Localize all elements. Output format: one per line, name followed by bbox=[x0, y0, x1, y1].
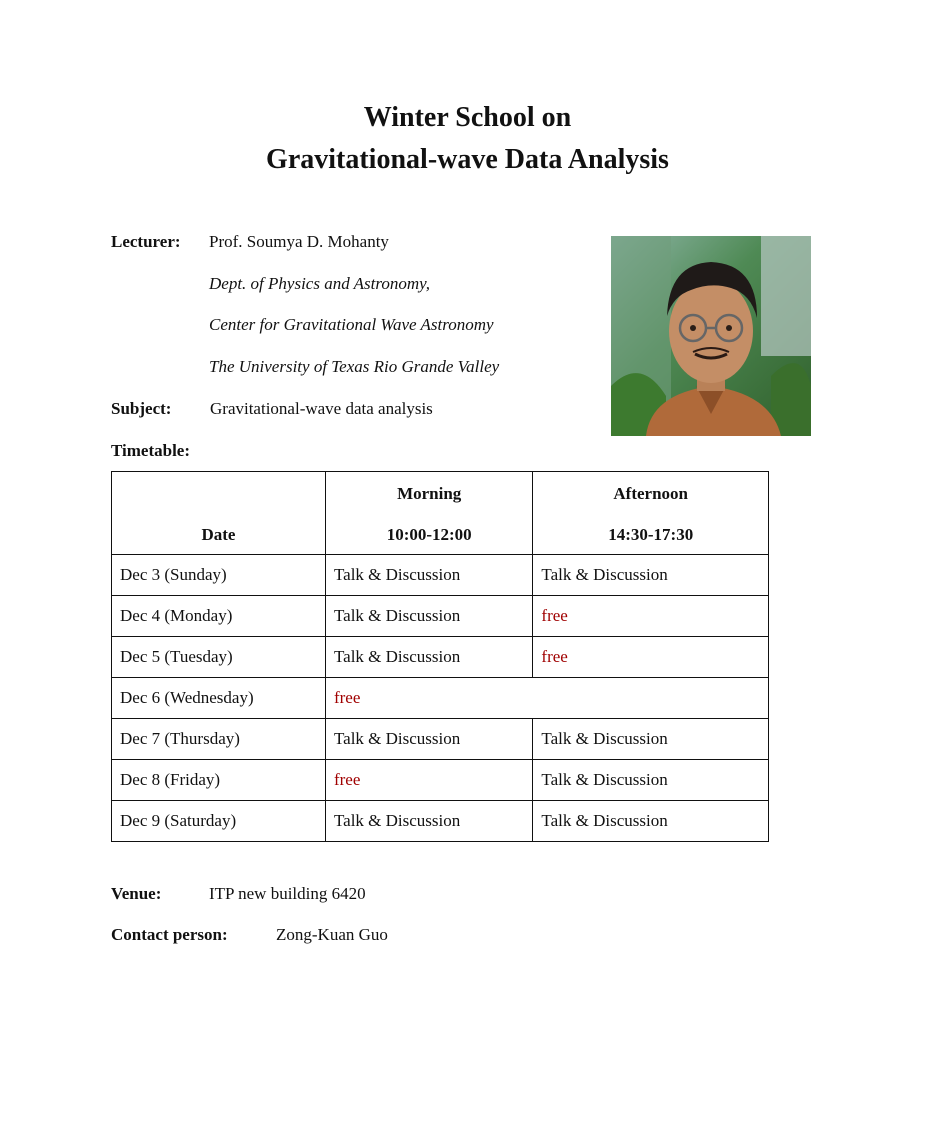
row-morning: Talk & Discussion bbox=[325, 596, 532, 637]
lecturer-affiliation-2: Center for Gravitational Wave Astronomy bbox=[209, 315, 494, 334]
contact-value: Zong-Kuan Guo bbox=[276, 925, 388, 944]
row-afternoon: Talk & Discussion bbox=[533, 555, 769, 596]
row-date: Dec 5 (Tuesday) bbox=[112, 637, 326, 678]
title-line-2: Gravitational-wave Data Analysis bbox=[266, 144, 669, 175]
row-afternoon: Talk & Discussion bbox=[533, 719, 769, 760]
timetable bbox=[111, 471, 769, 842]
row-afternoon: free bbox=[533, 637, 769, 678]
table-row bbox=[112, 760, 769, 801]
lecturer-label: Lecturer: bbox=[111, 232, 181, 251]
header-morning-time: 10:00-12:00 bbox=[386, 525, 472, 544]
row-date: Dec 9 (Saturday) bbox=[112, 801, 326, 842]
row-afternoon: Talk & Discussion bbox=[533, 801, 769, 842]
row-morning: free bbox=[325, 760, 532, 801]
row-afternoon: Talk & Discussion bbox=[533, 760, 769, 801]
header-date-label: Date bbox=[201, 525, 236, 544]
table-row bbox=[112, 678, 769, 719]
row-morning: Talk & Discussion bbox=[325, 555, 532, 596]
table-row bbox=[112, 801, 769, 842]
lecturer-portrait-icon bbox=[611, 236, 811, 436]
row-date: Dec 6 (Wednesday) bbox=[112, 678, 326, 719]
table-row bbox=[112, 719, 769, 760]
row-morning: Talk & Discussion bbox=[325, 719, 532, 760]
row-morning: Talk & Discussion bbox=[325, 801, 532, 842]
contact-label: Contact person: bbox=[111, 925, 228, 944]
header-afternoon-label: Afternoon bbox=[613, 484, 689, 503]
row-date: Dec 7 (Thursday) bbox=[112, 719, 326, 760]
header-afternoon-time: 14:30-17:30 bbox=[608, 525, 694, 544]
title-line-1: Winter School on bbox=[363, 102, 572, 133]
lecturer-name: Prof. Soumya D. Mohanty bbox=[209, 232, 389, 251]
venue-value: ITP new building 6420 bbox=[209, 884, 366, 903]
subject-value: Gravitational-wave data analysis bbox=[210, 399, 433, 418]
header-morning-label: Morning bbox=[397, 484, 462, 503]
row-full-day: free bbox=[325, 678, 768, 719]
table-row bbox=[112, 596, 769, 637]
lecturer-photo bbox=[611, 236, 811, 436]
lecturer-affiliation-1: Dept. of Physics and Astronomy, bbox=[209, 274, 430, 293]
row-morning: Talk & Discussion bbox=[325, 637, 532, 678]
venue-label: Venue: bbox=[111, 884, 162, 903]
header-morning bbox=[325, 472, 532, 555]
timetable-label: Timetable: bbox=[111, 441, 191, 460]
subject-label: Subject: bbox=[111, 399, 172, 418]
row-date: Dec 8 (Friday) bbox=[112, 760, 326, 801]
lecturer-affiliation-3: The University of Texas Rio Grande Valley bbox=[209, 357, 500, 376]
table-row bbox=[112, 637, 769, 678]
timetable-header-row bbox=[112, 472, 769, 555]
table-row bbox=[112, 555, 769, 596]
row-date: Dec 4 (Monday) bbox=[112, 596, 326, 637]
header-afternoon bbox=[533, 472, 769, 555]
header-date bbox=[112, 472, 326, 555]
row-date: Dec 3 (Sunday) bbox=[112, 555, 326, 596]
row-afternoon: free bbox=[533, 596, 769, 637]
